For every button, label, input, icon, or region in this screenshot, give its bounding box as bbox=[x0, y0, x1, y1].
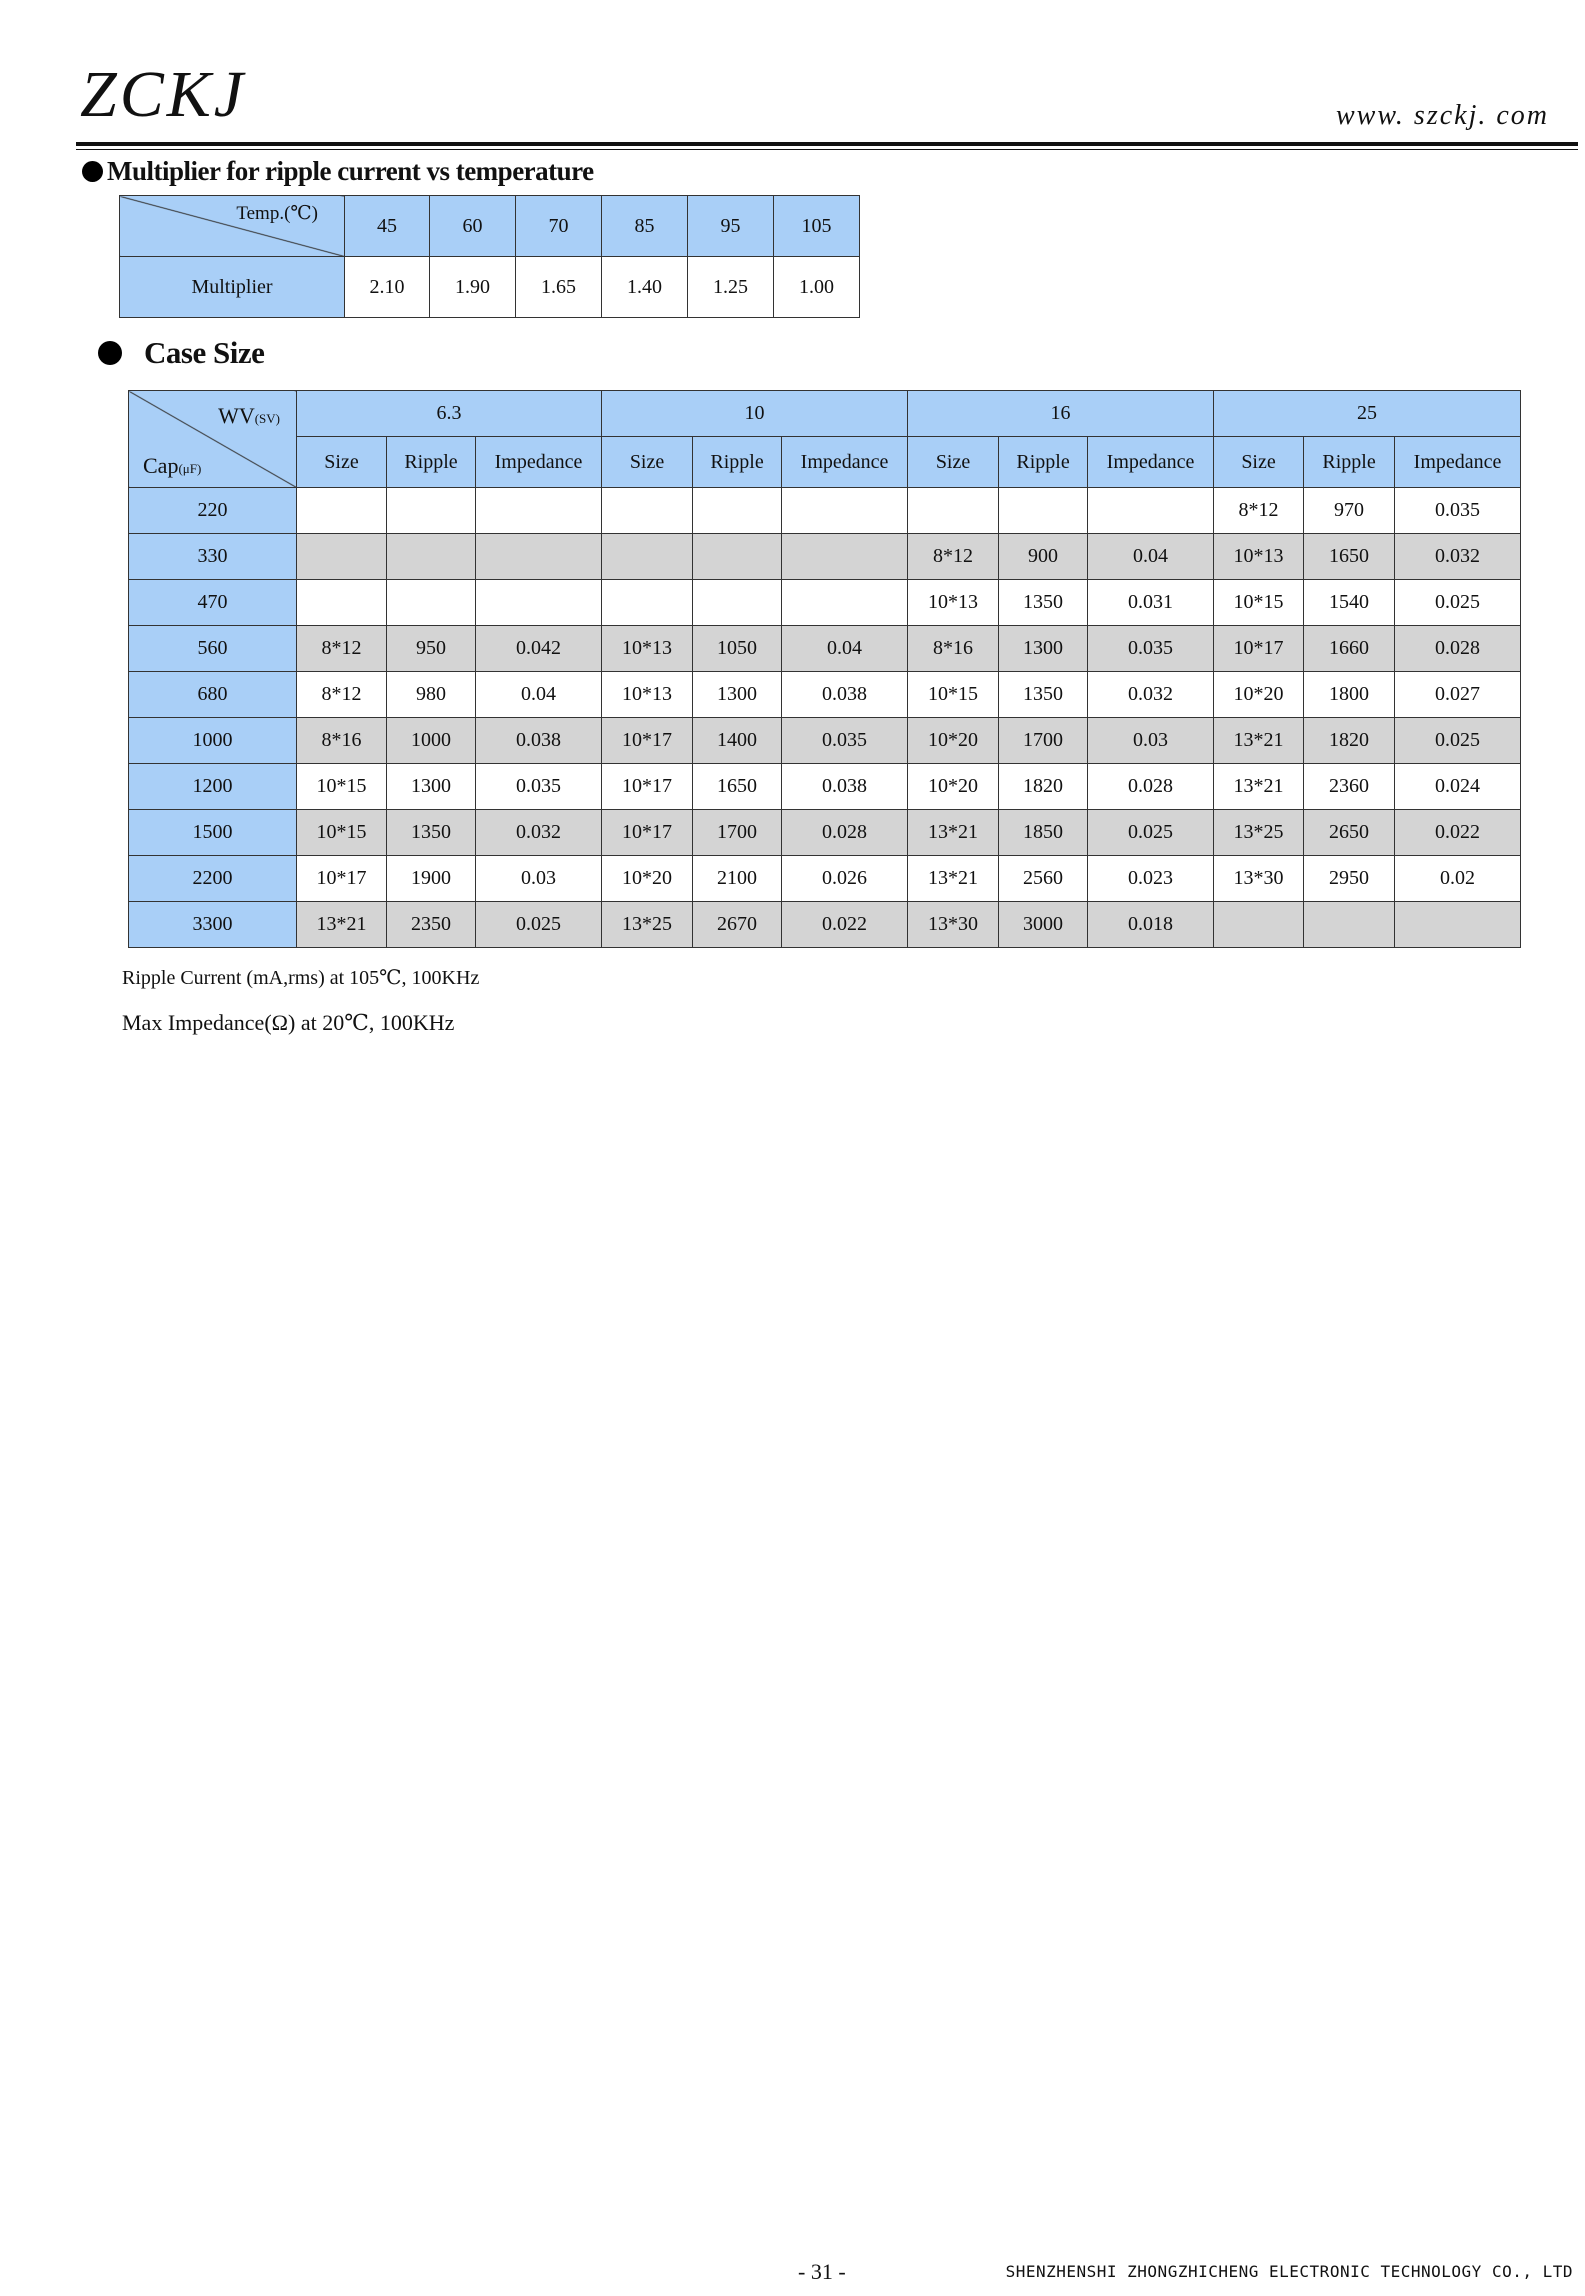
impedance-cell: 0.025 bbox=[476, 902, 602, 948]
subheader-cell: Impedance bbox=[476, 437, 602, 488]
impedance-cell: 0.035 bbox=[782, 718, 908, 764]
table-row bbox=[129, 534, 1521, 580]
ripple-cell: 950 bbox=[387, 626, 476, 672]
voltage-header-row bbox=[129, 391, 1521, 437]
ripple-cell bbox=[387, 534, 476, 580]
subheader-cell: Size bbox=[297, 437, 387, 488]
table-row bbox=[129, 672, 1521, 718]
ripple-cell: 1540 bbox=[1304, 580, 1395, 626]
website-url: www. szckj. com bbox=[1335, 100, 1549, 131]
ripple-cell bbox=[387, 580, 476, 626]
ripple-cell: 1300 bbox=[387, 764, 476, 810]
capacitance-cell: 3300 bbox=[129, 902, 297, 948]
impedance-cell: 0.03 bbox=[1088, 718, 1214, 764]
voltage-header: 6.3 bbox=[297, 391, 602, 437]
size-cell: 10*17 bbox=[602, 810, 693, 856]
ripple-cell bbox=[999, 488, 1088, 534]
impedance-cell: 0.035 bbox=[1395, 488, 1521, 534]
case-table-body bbox=[129, 488, 1521, 948]
size-cell: 8*12 bbox=[908, 534, 999, 580]
ripple-cell: 2670 bbox=[693, 902, 782, 948]
impedance-cell bbox=[476, 534, 602, 580]
subheader-cell: Ripple bbox=[693, 437, 782, 488]
ripple-cell: 1660 bbox=[1304, 626, 1395, 672]
ripple-cell: 970 bbox=[1304, 488, 1395, 534]
impedance-cell bbox=[476, 580, 602, 626]
temp-corner-cell bbox=[120, 196, 345, 257]
impedance-cell: 0.03 bbox=[476, 856, 602, 902]
capacitance-cell: 330 bbox=[129, 534, 297, 580]
temp-label: Temp.(℃) bbox=[236, 203, 318, 224]
size-cell: 8*16 bbox=[908, 626, 999, 672]
size-cell bbox=[297, 580, 387, 626]
table-row bbox=[129, 902, 1521, 948]
size-cell: 10*13 bbox=[602, 672, 693, 718]
wv-unit: (SV) bbox=[254, 411, 280, 426]
impedance-cell: 0.027 bbox=[1395, 672, 1521, 718]
impedance-cell: 0.042 bbox=[476, 626, 602, 672]
case-size-table bbox=[128, 390, 1521, 948]
multiplier-value: 1.00 bbox=[774, 257, 860, 318]
ripple-cell: 1650 bbox=[1304, 534, 1395, 580]
multiplier-value-row bbox=[120, 257, 860, 318]
impedance-cell: 0.018 bbox=[1088, 902, 1214, 948]
impedance-cell: 0.026 bbox=[782, 856, 908, 902]
table-row bbox=[129, 718, 1521, 764]
ripple-cell: 900 bbox=[999, 534, 1088, 580]
subheader-cell: Impedance bbox=[1088, 437, 1214, 488]
size-cell: 8*16 bbox=[297, 718, 387, 764]
capacitance-cell: 220 bbox=[129, 488, 297, 534]
capacitance-cell: 680 bbox=[129, 672, 297, 718]
subheader-cell: Ripple bbox=[1304, 437, 1395, 488]
multiplier-header-row bbox=[120, 196, 860, 257]
multiplier-value: 1.40 bbox=[602, 257, 688, 318]
size-cell: 10*13 bbox=[602, 626, 693, 672]
size-cell bbox=[297, 488, 387, 534]
ripple-cell bbox=[693, 534, 782, 580]
impedance-cell: 0.035 bbox=[476, 764, 602, 810]
size-cell bbox=[1214, 902, 1304, 948]
impedance-cell: 0.028 bbox=[782, 810, 908, 856]
size-cell: 13*21 bbox=[908, 810, 999, 856]
size-cell: 10*15 bbox=[297, 810, 387, 856]
capacitance-cell: 1200 bbox=[129, 764, 297, 810]
impedance-cell: 0.04 bbox=[782, 626, 908, 672]
capacitance-cell: 560 bbox=[129, 626, 297, 672]
ripple-cell: 1350 bbox=[387, 810, 476, 856]
wv-text: WV bbox=[218, 403, 255, 428]
size-cell: 10*15 bbox=[908, 672, 999, 718]
size-cell: 10*20 bbox=[908, 718, 999, 764]
impedance-cell: 0.035 bbox=[1088, 626, 1214, 672]
ripple-cell bbox=[1304, 902, 1395, 948]
capacitance-cell: 470 bbox=[129, 580, 297, 626]
size-cell bbox=[602, 534, 693, 580]
impedance-cell: 0.038 bbox=[782, 764, 908, 810]
subheader-cell: Impedance bbox=[782, 437, 908, 488]
voltage-header: 16 bbox=[908, 391, 1214, 437]
impedance-cell: 0.038 bbox=[782, 672, 908, 718]
impedance-note: Max Impedance(Ω) at 20℃, 100KHz bbox=[122, 1010, 455, 1035]
table-row bbox=[129, 488, 1521, 534]
impedance-cell: 0.038 bbox=[476, 718, 602, 764]
table-row bbox=[129, 764, 1521, 810]
ripple-cell bbox=[693, 580, 782, 626]
impedance-cell bbox=[1088, 488, 1214, 534]
brand-logo: ZCKJ bbox=[80, 58, 247, 131]
impedance-cell: 0.032 bbox=[1395, 534, 1521, 580]
size-cell: 13*21 bbox=[1214, 764, 1304, 810]
bullet-icon bbox=[98, 341, 122, 365]
size-cell: 8*12 bbox=[1214, 488, 1304, 534]
temp-cell: 105 bbox=[774, 196, 860, 257]
impedance-cell: 0.04 bbox=[476, 672, 602, 718]
ripple-cell: 1350 bbox=[999, 580, 1088, 626]
bullet-icon bbox=[82, 161, 103, 182]
impedance-cell: 0.023 bbox=[1088, 856, 1214, 902]
impedance-cell bbox=[782, 580, 908, 626]
subheader-cell: Size bbox=[1214, 437, 1304, 488]
size-cell: 10*20 bbox=[602, 856, 693, 902]
ripple-cell: 1700 bbox=[999, 718, 1088, 764]
table-row bbox=[129, 856, 1521, 902]
impedance-cell bbox=[782, 488, 908, 534]
impedance-cell bbox=[1395, 902, 1521, 948]
cap-text: Cap bbox=[143, 453, 179, 478]
ripple-cell: 1300 bbox=[999, 626, 1088, 672]
ripple-cell: 2100 bbox=[693, 856, 782, 902]
cap-unit: (μF) bbox=[178, 461, 202, 476]
multiplier-title-text: Multiplier for ripple current vs temperature bbox=[107, 156, 594, 186]
subheader-cell: Ripple bbox=[999, 437, 1088, 488]
voltage-header: 25 bbox=[1214, 391, 1521, 437]
ripple-cell: 1000 bbox=[387, 718, 476, 764]
temp-cell: 95 bbox=[688, 196, 774, 257]
impedance-cell: 0.032 bbox=[1088, 672, 1214, 718]
subheader-cell: Size bbox=[908, 437, 999, 488]
temp-cell: 70 bbox=[516, 196, 602, 257]
capacitance-cell: 1500 bbox=[129, 810, 297, 856]
impedance-cell: 0.024 bbox=[1395, 764, 1521, 810]
capacitance-cell: 2200 bbox=[129, 856, 297, 902]
ripple-cell: 2650 bbox=[1304, 810, 1395, 856]
impedance-cell: 0.031 bbox=[1088, 580, 1214, 626]
cap-label bbox=[143, 453, 201, 479]
multiplier-value: 2.10 bbox=[345, 257, 430, 318]
size-cell: 13*25 bbox=[1214, 810, 1304, 856]
voltage-header: 10 bbox=[602, 391, 908, 437]
size-cell: 10*17 bbox=[602, 764, 693, 810]
multiplier-value: 1.65 bbox=[516, 257, 602, 318]
ripple-cell: 1650 bbox=[693, 764, 782, 810]
size-cell: 8*12 bbox=[297, 626, 387, 672]
case-size-title-text: Case Size bbox=[144, 335, 265, 370]
size-cell bbox=[297, 534, 387, 580]
ripple-cell: 1820 bbox=[999, 764, 1088, 810]
capacitance-cell: 1000 bbox=[129, 718, 297, 764]
ripple-cell: 1350 bbox=[999, 672, 1088, 718]
size-cell: 10*13 bbox=[1214, 534, 1304, 580]
size-cell: 10*17 bbox=[1214, 626, 1304, 672]
subheader-cell: Size bbox=[602, 437, 693, 488]
table-row bbox=[129, 626, 1521, 672]
impedance-cell: 0.022 bbox=[1395, 810, 1521, 856]
multiplier-value: 1.90 bbox=[430, 257, 516, 318]
wv-label bbox=[218, 403, 280, 429]
size-cell: 10*20 bbox=[908, 764, 999, 810]
ripple-cell: 3000 bbox=[999, 902, 1088, 948]
ripple-cell: 2350 bbox=[387, 902, 476, 948]
ripple-cell: 2560 bbox=[999, 856, 1088, 902]
table-row bbox=[129, 810, 1521, 856]
impedance-cell: 0.022 bbox=[782, 902, 908, 948]
size-cell: 10*17 bbox=[297, 856, 387, 902]
size-cell bbox=[602, 488, 693, 534]
ripple-cell: 1800 bbox=[1304, 672, 1395, 718]
ripple-cell: 1300 bbox=[693, 672, 782, 718]
size-cell bbox=[908, 488, 999, 534]
impedance-cell: 0.025 bbox=[1395, 580, 1521, 626]
size-cell: 10*17 bbox=[602, 718, 693, 764]
ripple-cell: 1900 bbox=[387, 856, 476, 902]
ripple-cell: 1850 bbox=[999, 810, 1088, 856]
multiplier-row-label: Multiplier bbox=[120, 257, 345, 318]
subheader-cell: Ripple bbox=[387, 437, 476, 488]
size-cell: 13*30 bbox=[908, 902, 999, 948]
ripple-cell bbox=[693, 488, 782, 534]
ripple-cell: 2950 bbox=[1304, 856, 1395, 902]
page-number: - 31 - bbox=[798, 2259, 846, 2284]
subheader-row bbox=[129, 437, 1521, 488]
ripple-note: Ripple Current (mA,rms) at 105℃, 100KHz bbox=[122, 967, 480, 989]
ripple-cell bbox=[387, 488, 476, 534]
case-size-section-title bbox=[98, 335, 264, 371]
size-cell: 13*30 bbox=[1214, 856, 1304, 902]
subheader-cell: Impedance bbox=[1395, 437, 1521, 488]
size-cell: 13*21 bbox=[908, 856, 999, 902]
temp-cell: 85 bbox=[602, 196, 688, 257]
impedance-cell: 0.04 bbox=[1088, 534, 1214, 580]
size-cell: 13*21 bbox=[1214, 718, 1304, 764]
ripple-cell: 1700 bbox=[693, 810, 782, 856]
impedance-cell: 0.025 bbox=[1395, 718, 1521, 764]
impedance-cell: 0.032 bbox=[476, 810, 602, 856]
ripple-cell: 2360 bbox=[1304, 764, 1395, 810]
impedance-cell bbox=[476, 488, 602, 534]
header-rule-thin bbox=[76, 149, 1578, 150]
size-cell: 10*15 bbox=[297, 764, 387, 810]
size-cell: 10*13 bbox=[908, 580, 999, 626]
table-row bbox=[129, 580, 1521, 626]
size-cell: 13*25 bbox=[602, 902, 693, 948]
impedance-cell: 0.02 bbox=[1395, 856, 1521, 902]
impedance-cell bbox=[782, 534, 908, 580]
ripple-cell: 1400 bbox=[693, 718, 782, 764]
temp-cell: 60 bbox=[430, 196, 516, 257]
multiplier-table bbox=[119, 195, 860, 318]
size-cell: 8*12 bbox=[297, 672, 387, 718]
size-cell: 10*20 bbox=[1214, 672, 1304, 718]
impedance-cell: 0.028 bbox=[1395, 626, 1521, 672]
size-cell: 13*21 bbox=[297, 902, 387, 948]
multiplier-section-title bbox=[82, 156, 594, 187]
impedance-cell: 0.028 bbox=[1088, 764, 1214, 810]
size-cell bbox=[602, 580, 693, 626]
multiplier-value: 1.25 bbox=[688, 257, 774, 318]
ripple-cell: 980 bbox=[387, 672, 476, 718]
temp-cell: 45 bbox=[345, 196, 430, 257]
ripple-cell: 1050 bbox=[693, 626, 782, 672]
impedance-cell: 0.025 bbox=[1088, 810, 1214, 856]
company-name: SHENZHENSHI ZHONGZHICHENG ELECTRONIC TECHNOLOGY CO., LTD bbox=[1005, 2262, 1573, 2281]
ripple-cell: 1820 bbox=[1304, 718, 1395, 764]
size-cell: 10*15 bbox=[1214, 580, 1304, 626]
wv-cap-corner-cell bbox=[129, 391, 297, 488]
header-rule bbox=[76, 142, 1578, 146]
